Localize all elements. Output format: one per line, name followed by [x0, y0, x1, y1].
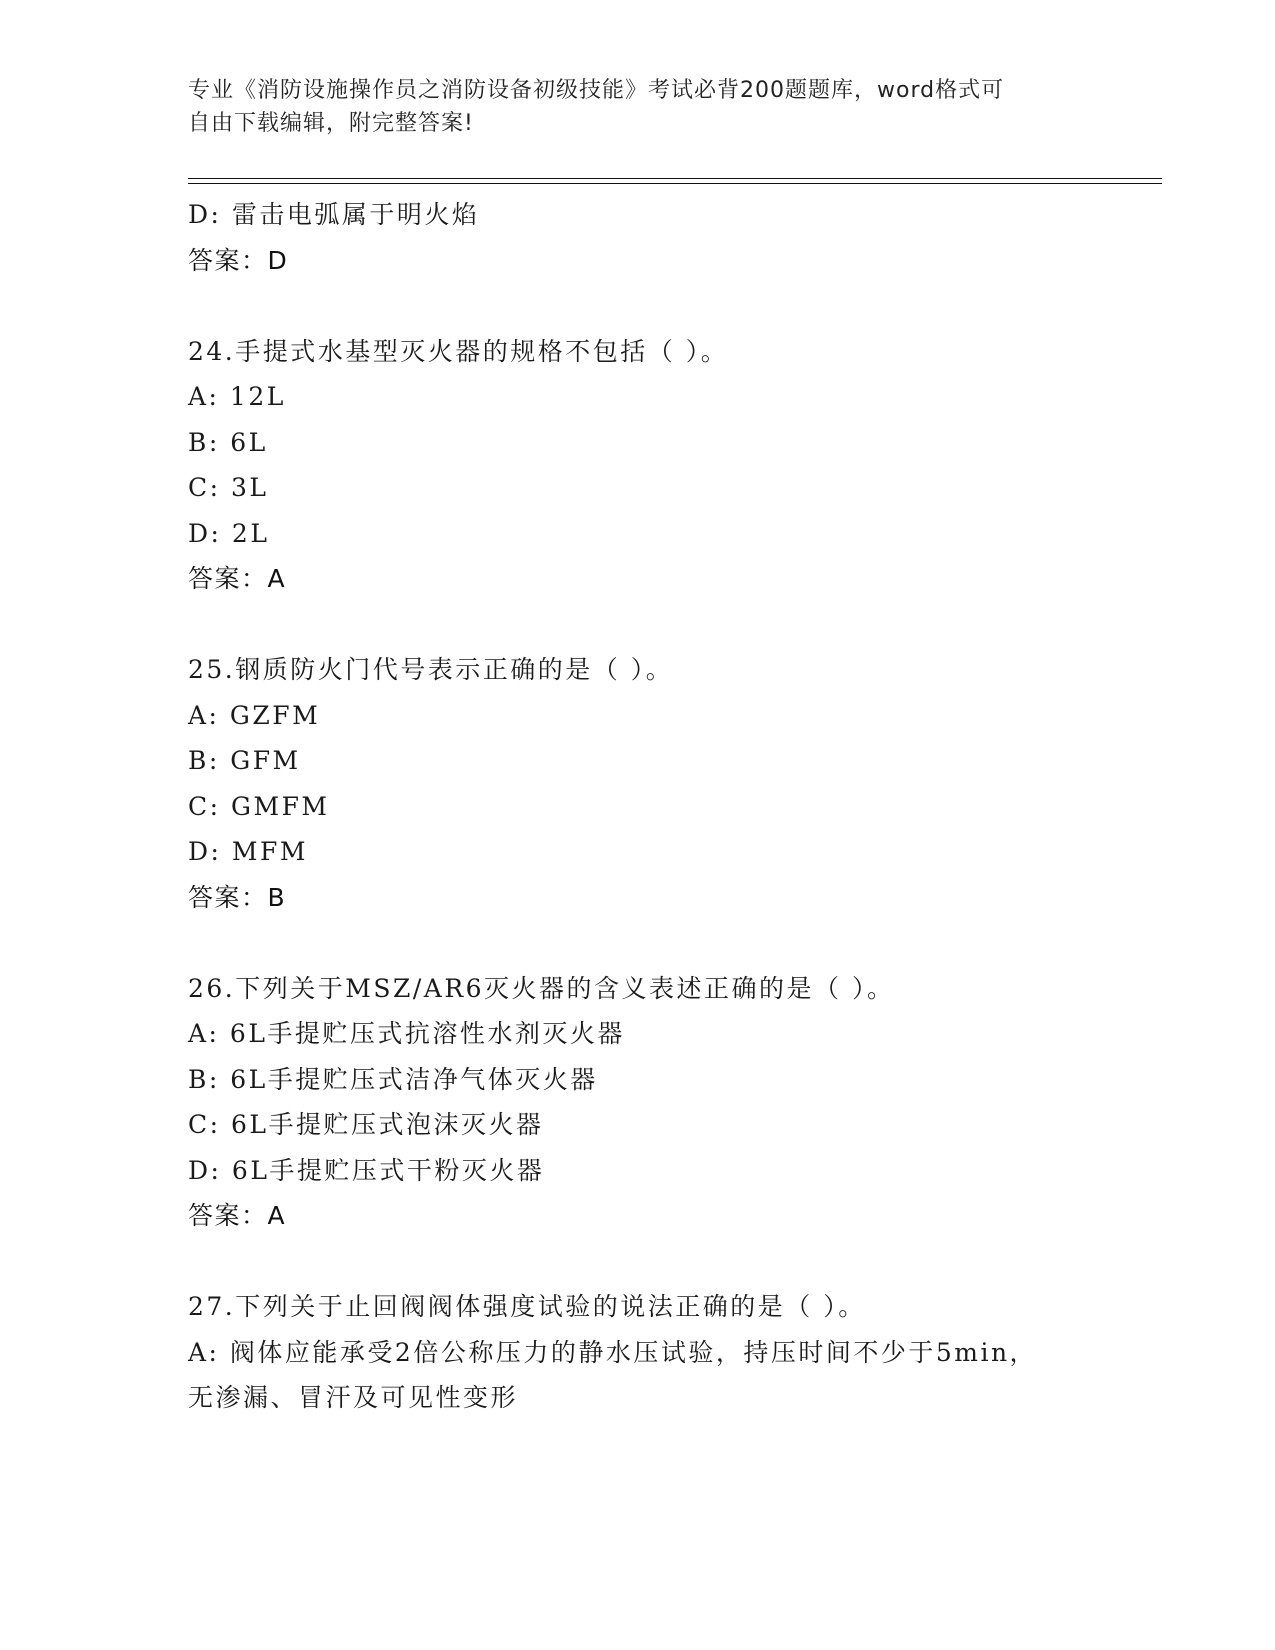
spacer: [188, 1239, 1088, 1285]
option-b: B: 6L: [188, 427, 268, 457]
question-stem: 25.钢质防火门代号表示正确的是（ ）。: [188, 655, 674, 684]
option-a: A: 12L: [188, 382, 286, 411]
spacer: [188, 283, 1088, 329]
question-stem: 27.下列关于止回阀阀体强度试验的说法正确的是（ ）。: [188, 1292, 866, 1321]
spacer: [188, 602, 1088, 648]
question-26: [188, 966, 1088, 1239]
question-stem: 24.手提式水基型灭火器的规格不包括（ ）。: [188, 336, 729, 366]
question-stem: 26.下列关于MSZ/AR6灭火器的含义表述正确的是（ ）。: [188, 973, 895, 1003]
question-25: [188, 647, 1088, 920]
question-27: [188, 1284, 1088, 1421]
option-d: D: 6L手提贮压式干粉灭火器: [188, 1155, 545, 1185]
header-rule-top: [188, 178, 1162, 179]
option-c: C: GMFM: [188, 791, 330, 821]
option-a: A: 阀体应能承受2倍公称压力的静水压试验，持压时间不少于5min，: [188, 1337, 1038, 1367]
answer-line: 答案：A: [188, 564, 287, 593]
option-a-continuation: 无渗漏、冒汗及可见性变形: [188, 1383, 519, 1412]
option-b: B: 6L手提贮压式洁净气体灭火器: [188, 1064, 598, 1094]
header-line-1: 专业《消防设施操作员之消防设备初级技能》考试必背200题题库，word格式可: [188, 78, 1005, 103]
option-d: D: MFM: [188, 837, 308, 866]
option-d: D: 2L: [188, 518, 270, 548]
question-list: [188, 192, 1088, 1421]
header-line-2: 自由下载编辑，附完整答案!: [188, 111, 474, 136]
document-header: [188, 74, 1088, 140]
option-b: B: GFM: [188, 746, 301, 775]
previous-question-tail: [188, 192, 1088, 283]
header-rule-bottom: [188, 183, 1162, 184]
answer-line: 答案：D: [188, 245, 289, 275]
option-a: A: GZFM: [188, 700, 321, 730]
spacer: [188, 920, 1088, 966]
answer-line: 答案：B: [188, 882, 287, 912]
option-a: A: 6L手提贮压式抗溶性水剂灭火器: [188, 1019, 625, 1048]
answer-line: 答案：A: [188, 1201, 287, 1230]
option-c: C: 6L手提贮压式泡沫灭火器: [188, 1110, 544, 1139]
option-c: C: 3L: [188, 473, 269, 502]
question-24: [188, 329, 1088, 602]
option-d: D: 雷击电弧属于明火焰: [188, 200, 480, 229]
